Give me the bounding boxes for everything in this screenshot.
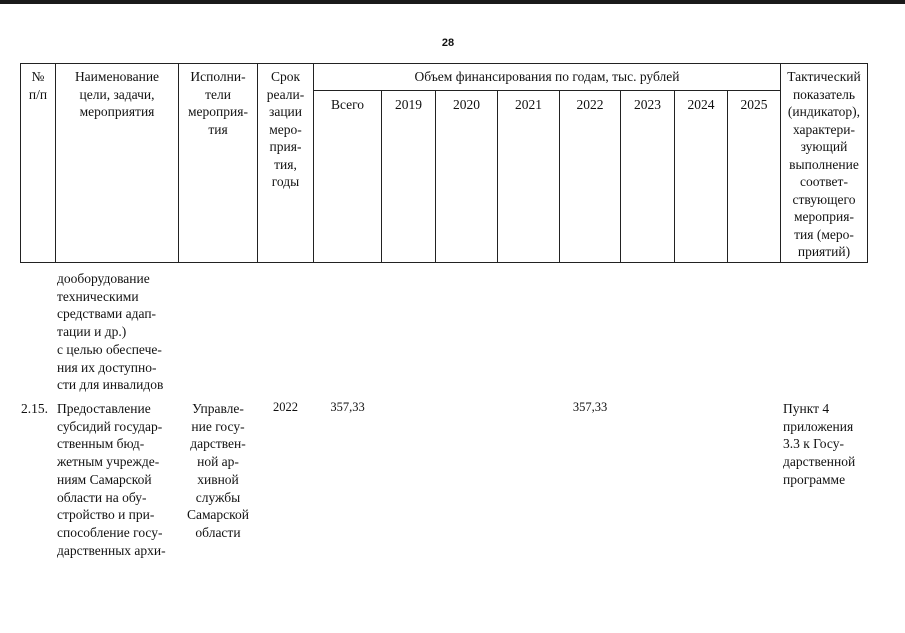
col-border xyxy=(381,90,382,263)
col-border xyxy=(867,63,868,263)
header-col-number: № п/п xyxy=(28,69,48,102)
header-year-2025: 2025 xyxy=(740,97,768,112)
header-col-indicator: Тактический показатель (индикатор), характери- зующий выполнение соответ- ствующего мероприя- тия (меро- приятий) xyxy=(787,69,861,259)
header-col-total: Всего xyxy=(330,97,365,112)
header-col-name: Наименование цели, задачи, мероприятия xyxy=(74,69,160,119)
row-number: 2.15. xyxy=(21,401,48,416)
header-col-executor: Исполни- тели мероприя- тия xyxy=(188,69,248,137)
row-year-2022: 357,33 xyxy=(572,400,608,414)
top-rule xyxy=(0,0,905,4)
header-col-term: Срок реали- зации меро- прия- тия, годы xyxy=(266,69,305,189)
header-year-2020: 2020 xyxy=(453,97,480,112)
row-name: Предоставление субсидий государ- ственным бюд- жетным учрежде- ниям Самарской области на обу- стройство и при- способление госу- дарственных архи- xyxy=(57,401,166,558)
header-year-2022: 2022 xyxy=(576,97,604,112)
row-executor: Управле- ние госу- дарствен- ной ар- хивной службы Самарской области xyxy=(186,401,250,540)
col-border xyxy=(497,90,498,263)
col-border xyxy=(435,90,436,263)
row-total: 357,33 xyxy=(330,400,365,414)
col-border xyxy=(727,90,728,263)
header-top-border xyxy=(20,63,868,64)
header-col-funding: Объем финансирования по годам, тыс. рублей xyxy=(414,69,680,84)
col-border xyxy=(313,63,314,263)
col-border xyxy=(620,90,621,263)
header-bottom-border xyxy=(20,262,868,263)
header-year-2021: 2021 xyxy=(515,97,542,112)
header-year-2019: 2019 xyxy=(395,97,422,112)
header-year-2023: 2023 xyxy=(634,97,661,112)
continuation-text: дооборудование техническими средствами адап- тации и др.) с целью обеспече- ния их доступно- сти для инвалидов xyxy=(57,271,164,393)
row-term: 2022 xyxy=(273,400,298,414)
page-number: 28 xyxy=(441,37,455,49)
funding-subheader-border xyxy=(313,90,780,91)
col-border xyxy=(559,90,560,263)
col-border xyxy=(674,90,675,263)
header-year-2024: 2024 xyxy=(687,97,715,112)
row-indicator: Пункт 4 приложения 3.3 к Госу- дарственной программе xyxy=(783,401,856,487)
